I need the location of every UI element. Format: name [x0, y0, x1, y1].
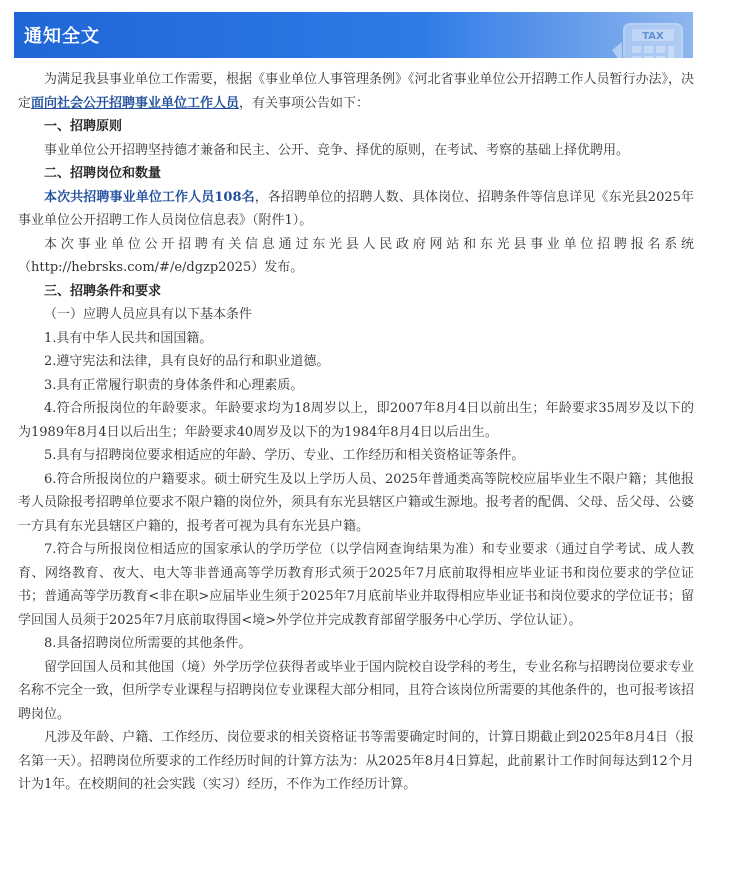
positions-paragraph — [18, 186, 694, 233]
condition-item: 2.遵守宪法和法律，具有良好的品行和职业道德。 — [44, 354, 330, 369]
section-heading-principles: 一、招聘原则 — [44, 119, 123, 134]
intro-text-b: ，有关事项公告如下： — [239, 95, 370, 111]
notice-banner — [14, 12, 693, 58]
info-release-paragraph: 本次事业单位公开招聘有关信息通过东光县人民政府网站和东光县事业单位招聘报名系统（http://hebrsks.com/#/e/dgzp2025）发布。 — [18, 236, 694, 275]
condition-item: 5.具有与招聘岗位要求相适应的年龄、学历、专业、工作经历和相关资格证等条件。 — [44, 448, 525, 463]
condition-item: 6.符合所报岗位的户籍要求。硕士研究生及以上学历人员、2025年普通类高等院校应届毕业生不限户籍；其他报考人员除报考招聘单位要求不限户籍的岗位外，须具有东光县辖区户籍或生源地。报考者的配偶、父母、岳父母、公婆一方具有东光县辖区户籍的，报考者可视为具有东光县户籍。 — [18, 471, 695, 534]
principles-paragraph: 事业单位公开招聘坚持德才兼备和民主、公开、竞争、择优的原则，在考试、考察的基础上择优聘用。 — [44, 142, 630, 158]
condition-item: 3.具有正常履行职责的身体条件和心理素质。 — [44, 377, 304, 393]
overseas-paragraph: 留学回国人员和其他国（境）外学历学位获得者或毕业于国内院校自设学科的考生，专业名称与招聘岗位要求专业名称不完全一致，但所学专业课程与招聘岗位专业课程大部分相同，且符合该岗位所需要的其他条件的，也可报考该招聘岗位。 — [18, 659, 695, 722]
tax-icon-label: TAX — [642, 31, 664, 42]
intro-text-a: 为满足我县事业单位工作需要，根据《事业单位人事管理条例》《河北省事业单位公开招聘工作人员暂行办法》，决定 — [18, 72, 695, 111]
tax-calculator-icon — [610, 20, 693, 58]
section-heading-conditions: 三、招聘条件和要求 — [44, 283, 162, 299]
recruitment-link[interactable]: 面向社会公开招聘事业单位工作人员 — [31, 95, 240, 111]
condition-item: 1.具有中华人民共和国国籍。 — [44, 330, 213, 346]
condition-item: 4.符合所报岗位的年龄要求。年龄要求均为18周岁以上，即2007年8月4日以前出生；年龄要求35周岁及以下的为1989年8月4日以后出生；年龄要求40周岁及以下的为1984年8月4日以后出生。 — [18, 401, 694, 440]
condition-item: 8.具备招聘岗位所需要的其他条件。 — [44, 636, 252, 651]
intro-paragraph — [18, 68, 694, 115]
notice-body — [18, 68, 694, 797]
section-heading-positions: 二、招聘岗位和数量 — [44, 166, 162, 181]
basic-conditions-subheading: （一）应聘人员应具有以下基本条件 — [44, 307, 253, 322]
date-calculation-paragraph: 凡涉及年龄、户籍、工作经历、岗位要求的相关资格证书等需要确定时间的，计算日期截止到2025年8月4日（报名第一天）。招聘岗位所要求的工作经历时间的计算方法为：从2025年8月4日算起，此前累计工作时间每达到12个月计为1年。在校期间的社会实践（实习）经历，不作为工作经历计算。 — [18, 730, 694, 792]
recruit-count-highlight: 本次共招聘事业单位工作人员108名 — [44, 189, 255, 205]
positions-text: ，各招聘单位的招聘人数、具体岗位、招聘条件等信息详见《东光县2025年事业单位公开招聘工作人员岗位信息表》（附件1）。 — [18, 189, 694, 228]
condition-item: 7.符合与所报岗位相适应的国家承认的学历学位（以学信网查询结果为准）和专业要求（通过自学考试、成人教育、网络教育、夜大、电大等非普通高等学历教育形式须于2025年7月底前取得相应毕业证书和岗位要求的学位证书；普通高等学历教育<非在职>应届毕业生须于2025年7月底前毕业并取得相应毕业证书和岗位要求的学位证书；留学回国人员须于2025年7月底前取得国<境>外学位并完成教育部留学服务中心学历、学位认证）。 — [18, 542, 694, 628]
banner-title: 通知全文 — [24, 26, 100, 47]
